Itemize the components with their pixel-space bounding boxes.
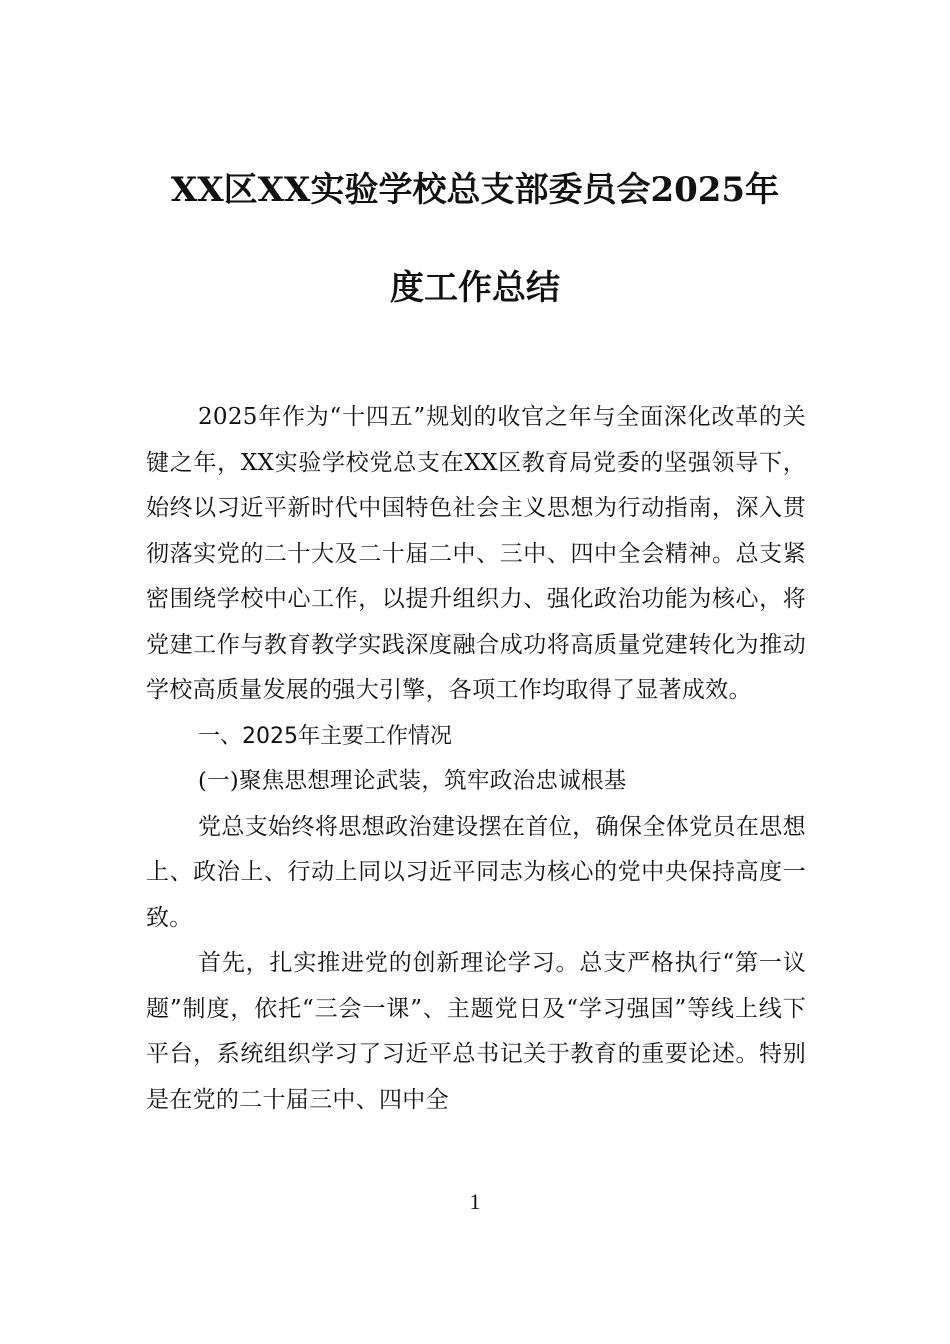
intro-paragraph: 2025年作为“十四五”规划的收官之年与全面深化改革的关键之年，XX实验学校党总支在XX区教育局党委的坚强领导下，始终以习近平新时代中国特色社会主义思想为行动指南，深入贯彻落实党的二十大及二十届二中、三中、四中全会精神。总支紧密围绕学校中心工作，以提升组织力、强化政治功能为核心，将党建工作与教育教学实践深度融合成功将高质量党建转化为推动学校高质量发展的强大引擎，各项工作均取得了显著成效。 — [146, 404, 806, 703]
document-title-line-1: XX区XX实验学校总支部委员会2025年 — [170, 170, 780, 210]
section-heading: 一、2025年主要工作情况 — [198, 723, 452, 749]
page-number: 1 — [469, 1189, 481, 1214]
document-body — [146, 395, 806, 1123]
document-title-line-2: 度工作总结 — [390, 268, 560, 308]
subsection-heading: (一)聚焦思想理论武装，筑牢政治忠诚根基 — [198, 768, 627, 794]
body-paragraph: 首先，扎实推进党的创新理论学习。总支严格执行“第一议题”制度，依托“三会一课”、主题党日及“学习强国”等线上线下平台，系统组织学习了习近平总书记关于教育的重要论述。特别是在党的二十届三中、四中全 — [146, 950, 806, 1113]
body-paragraph: 党总支始终将思想政治建设摆在首位，确保全体党员在思想上、政治上、行动上同以习近平同志为核心的党中央保持高度一致。 — [146, 813, 806, 931]
